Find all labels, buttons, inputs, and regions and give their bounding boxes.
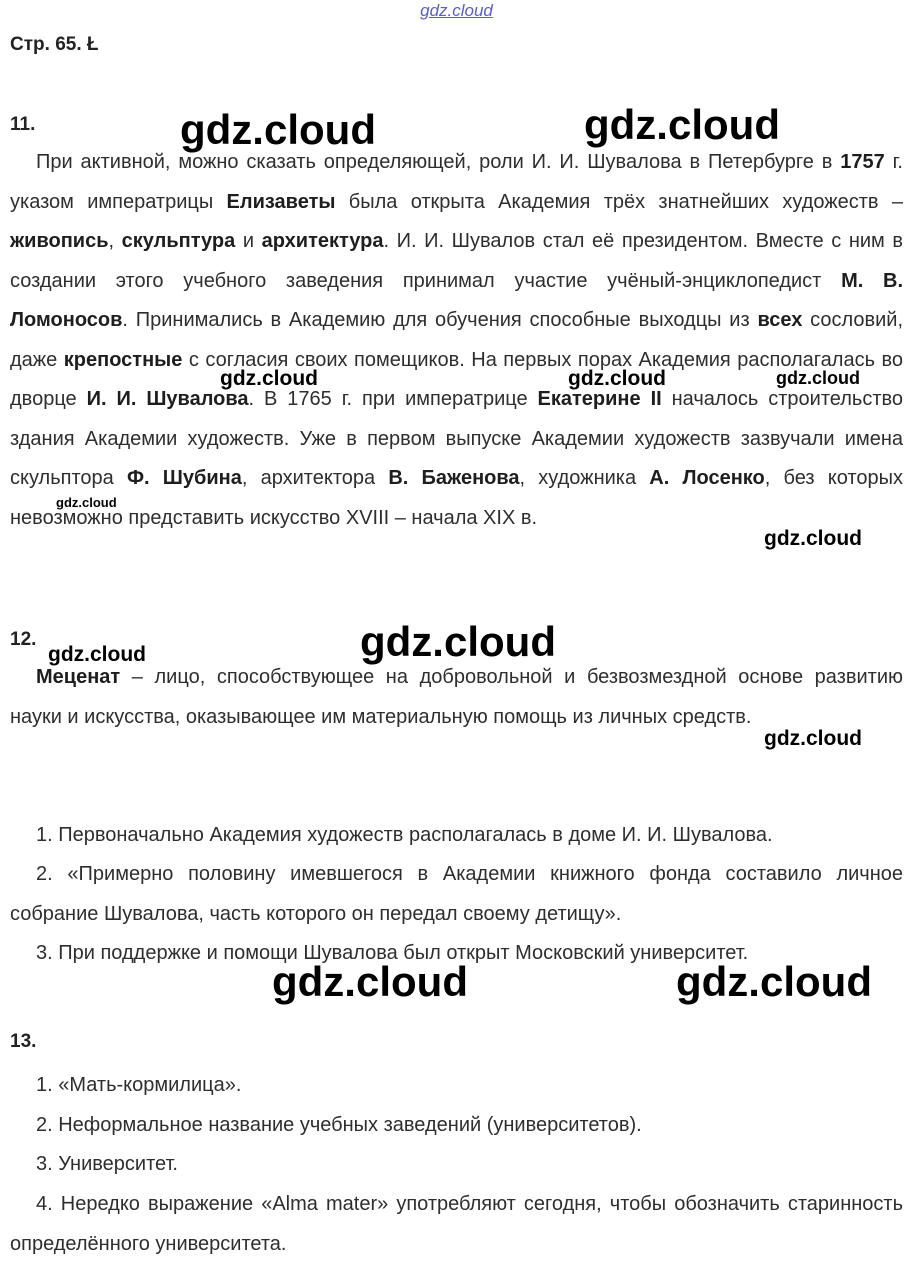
task-13-item: 1. «Мать-кормилица». (36, 1074, 242, 1096)
term-shubina: Ф. Шубина (126, 467, 242, 489)
term-bazhenova: В. Баженова (388, 467, 520, 489)
watermark: gdz.cloud (568, 367, 666, 390)
term-losenko: А. Лосенко (649, 467, 765, 489)
term-zhivopis: живопись (10, 230, 109, 252)
watermark: gdz.cloud (272, 958, 468, 1005)
task-13-number: 13. (10, 1031, 37, 1052)
watermark: gdz.cloud (764, 727, 862, 750)
task-11-number: 11. (10, 114, 36, 135)
term-mecenat: Меценат (36, 666, 121, 688)
term-krepostnye: крепостные (63, 348, 183, 371)
term-shuvalova: И. И. Шувалова (86, 388, 249, 410)
year-1757: 1757 (840, 151, 885, 173)
watermark: gdz.cloud (764, 527, 862, 550)
term-skulptura: скульптура (121, 230, 236, 252)
task-12-item: 1. Первоначально Академия художеств располагалась в доме И. И. Шувалова. (36, 824, 773, 846)
term-ekaterine: Екатерине II (537, 388, 662, 410)
watermark: gdz.cloud (48, 643, 146, 666)
watermark: gdz.cloud (676, 958, 872, 1005)
watermark: gdz.cloud (56, 495, 117, 510)
site-link[interactable]: gdz.cloud (420, 1, 493, 20)
task-13-item: 4. Нередко выражение «Alma mater» употребляют сегодня, чтобы обозначить старинность определённого университета. (10, 1193, 903, 1255)
task-12-item: 3. При поддержке и помощи Шувалова был открыт Московский университет. (36, 942, 749, 964)
watermark: gdz.cloud (180, 106, 376, 153)
task-12-item: 2. «Примерно половину имевшегося в Академии книжного фонда составило личное собрание Шувалова, часть которого он передал своему детищу». (10, 863, 903, 925)
watermark: gdz.cloud (220, 367, 318, 390)
term-lomonosov: М. В. Ломоносов (10, 269, 903, 331)
watermark: gdz.cloud (776, 368, 860, 388)
term-arhitektura: архитектура (261, 230, 384, 252)
task-12-number: 12. (10, 629, 37, 650)
term-vseh: всех (757, 309, 803, 331)
task-13-item: 3. Университет. (36, 1153, 178, 1175)
page-reference: Стр. 65. Ł (10, 34, 99, 55)
task-12-definition: Меценат – лицо, способствующее на добровольной и безвозмездной основе развитию науки и искусства, оказывающее им материальную помощь из личных средств. (10, 666, 903, 728)
task-13-item: 2. Неформальное название учебных заведений (университетов). (36, 1114, 642, 1136)
task-11-text: При активной, можно сказать определяющей, роли И. И. Шувалова в Петербурге в 1757 г. указом императрицы Елизаветы была открыта Академия трёх знатнейших художеств – живопись, скульптура и архитектура. И. И. Шувалов стал её президентом. Вместе с ним в создании этого учебного заведения принимал участие учёный-энциклопедист М. В. Ломоносов. Принимались в Академию для обучения способные выходцы из всех сословий, даже крепостные с согласия своих помещиков. На первых порах Академия располагалась во дворце И. И. Шувалова. В 1765 г. при императрице Екатерине II началось строительство здания Академии художеств. Уже в первом выпуске Академии художеств зазвучали имена скульптора Ф. Шубина, архитектора В. Баженова, художника А. Лосенко, без которых невозможно представить искусство XVIII – начала XIX в. (10, 151, 904, 529)
watermark: gdz.cloud (584, 101, 780, 148)
watermark: gdz.cloud (360, 618, 556, 665)
term-elizaveta: Елизаветы (226, 190, 336, 213)
